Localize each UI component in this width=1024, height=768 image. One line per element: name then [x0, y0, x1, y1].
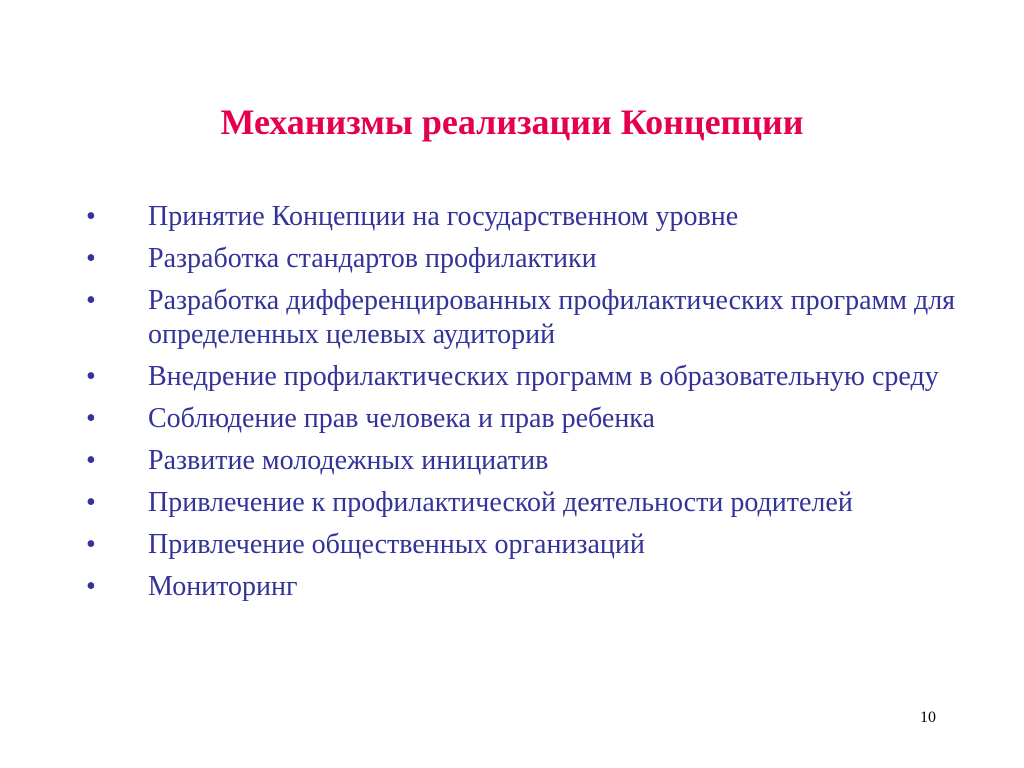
list-item-text: Разработка стандартов профилактики [148, 243, 597, 274]
list-item [86, 284, 966, 352]
list-item-text: Внедрение профилактических программ в образовательную среду [148, 361, 939, 392]
list-item-text: Привлечение общественных организаций [148, 529, 645, 560]
bullet-icon: • [86, 487, 96, 518]
list-item-text: Привлечение к профилактической деятельности родителей [148, 487, 853, 518]
bullet-icon: • [86, 529, 96, 560]
list-item-text: Соблюдение прав человека и прав ребенка [148, 403, 655, 434]
bullet-icon: • [86, 243, 96, 274]
bullet-icon: • [86, 403, 96, 434]
list-item [86, 570, 966, 604]
list-item [86, 486, 966, 520]
list-item-text: Мониторинг [148, 571, 298, 602]
list-item [86, 402, 966, 436]
list-item [86, 444, 966, 478]
list-item-text: Разработка дифференцированных профилактических программ для определенных целевых аудиторий [148, 285, 956, 350]
slide-title: Механизмы реализации Концепции [220, 102, 804, 142]
list-item [86, 200, 966, 234]
list-item-text: Развитие молодежных инициатив [148, 445, 549, 476]
bullet-icon: • [86, 571, 96, 602]
bullet-icon: • [86, 445, 96, 476]
bullet-icon: • [86, 361, 96, 392]
list-item [86, 528, 966, 562]
list-item [86, 360, 966, 394]
page-number: 10 [920, 709, 936, 726]
list-item-text: Принятие Концепции на государственном уровне [148, 201, 739, 232]
list-item [86, 242, 966, 276]
bullet-list [86, 200, 966, 604]
bullet-icon: • [86, 285, 96, 316]
bullet-icon: • [86, 201, 96, 232]
